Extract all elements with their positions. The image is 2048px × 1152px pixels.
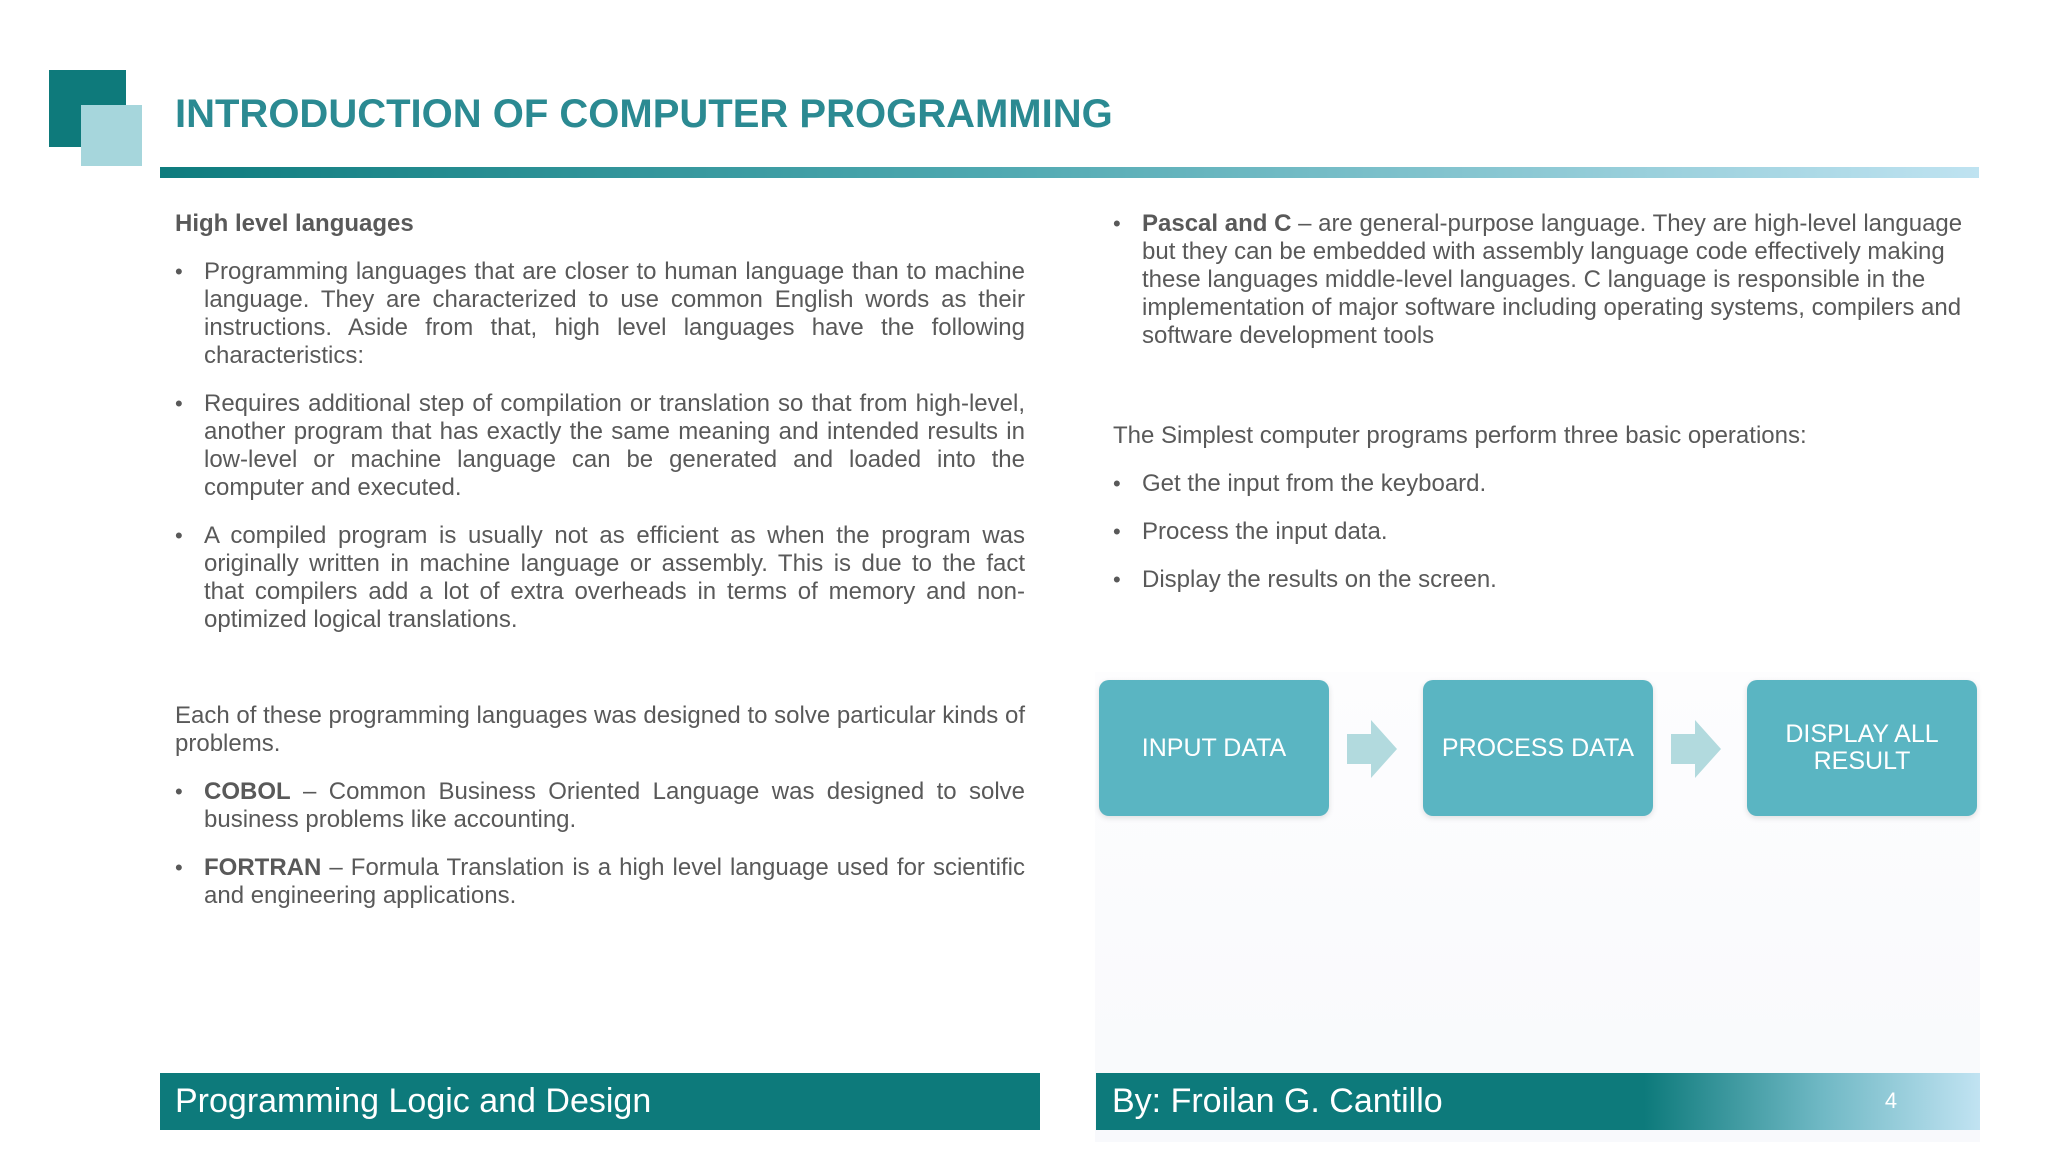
characteristics-list xyxy=(175,258,1025,634)
bullet-icon: • xyxy=(1113,211,1121,236)
bullet-icon: • xyxy=(175,523,183,548)
language-name: FORTRAN xyxy=(204,854,322,881)
title-underline xyxy=(160,167,1979,178)
decor-square-light xyxy=(81,105,142,166)
footer-course xyxy=(160,1073,1040,1130)
left-column xyxy=(175,210,1025,930)
list-item-text: Requires additional step of compilation or translation so that from high-level, another program that has exactly the same meaning and intended results in low-level or machine language can be generated and loaded into the computer and executed. xyxy=(204,390,1025,501)
bullet-icon: • xyxy=(175,779,183,804)
process-diagram xyxy=(1095,672,1980,1142)
list-item xyxy=(1113,518,1968,546)
list-item-text: A compiled program is usually not as efficient as when the program was originally written in machine language or assembly. This is due to the fact that compilers add a lot of extra overheads in terms of memory and non-optimized logical translations. xyxy=(204,522,1025,633)
bullet-icon: • xyxy=(175,391,183,416)
languages-list xyxy=(175,778,1025,910)
list-item xyxy=(175,258,1025,370)
course-title: Programming Logic and Design xyxy=(175,1082,652,1120)
list-item xyxy=(175,522,1025,634)
pascal-c-list xyxy=(1113,210,1968,350)
bullet-icon: • xyxy=(1113,567,1121,592)
list-item-text: Programming languages that are closer to human language than to machine language. They are characterized to use common English words as their instructions. Aside from that, high level languages have the following characteristics: xyxy=(204,258,1025,369)
bullet-icon: • xyxy=(175,259,183,284)
language-description: – are general-purpose language. They are high-level language but they can be embedded with assembly language code effectively making these languages middle-level languages. C language is responsible in the implementation of major software including operating systems, compilers and software development tools xyxy=(1142,210,1963,349)
arrow-right-icon xyxy=(1671,720,1721,778)
step-label: INPUT DATA xyxy=(1141,733,1287,762)
language-name: COBOL xyxy=(204,778,291,805)
operations-list xyxy=(1113,470,1968,594)
author-name: By: Froilan G. Cantillo xyxy=(1112,1082,1443,1120)
list-item-text: Get the input from the keyboard. xyxy=(1142,470,1487,497)
list-item-text: Display the results on the screen. xyxy=(1142,566,1497,593)
footer-author xyxy=(1096,1073,1980,1130)
bullet-icon: • xyxy=(175,855,183,880)
step-box-input xyxy=(1099,680,1329,816)
section-heading: High level languages xyxy=(175,210,414,237)
list-item xyxy=(1113,566,1968,594)
language-description: – Common Business Oriented Language was designed to solve business problems like accounting. xyxy=(204,778,1025,833)
bullet-icon: • xyxy=(1113,471,1121,496)
list-item xyxy=(175,854,1025,910)
list-item xyxy=(175,390,1025,502)
list-item xyxy=(175,778,1025,834)
step-box-process xyxy=(1423,680,1653,816)
list-item xyxy=(1113,470,1968,498)
arrow-right-icon xyxy=(1347,720,1397,778)
language-description: – Formula Translation is a high level language used for scientific and engineering applications. xyxy=(204,854,1025,909)
bullet-icon: • xyxy=(1113,519,1121,544)
slide-title: INTRODUCTION OF COMPUTER PROGRAMMING xyxy=(175,92,1113,136)
page-number: 4 xyxy=(1884,1088,1898,1113)
languages-paragraph: Each of these programming languages was designed to solve particular kinds of problems. xyxy=(175,702,1025,757)
step-box-display xyxy=(1747,680,1977,816)
operations-intro: The Simplest computer programs perform three basic operations: xyxy=(1113,422,1807,449)
step-label: PROCESS DATA xyxy=(1441,733,1635,762)
list-item xyxy=(1113,210,1968,350)
language-name: Pascal and C xyxy=(1142,210,1292,237)
step-label: DISPLAY ALL RESULT xyxy=(1785,720,1939,775)
right-column xyxy=(1113,210,1968,614)
list-item-text: Process the input data. xyxy=(1142,518,1388,545)
